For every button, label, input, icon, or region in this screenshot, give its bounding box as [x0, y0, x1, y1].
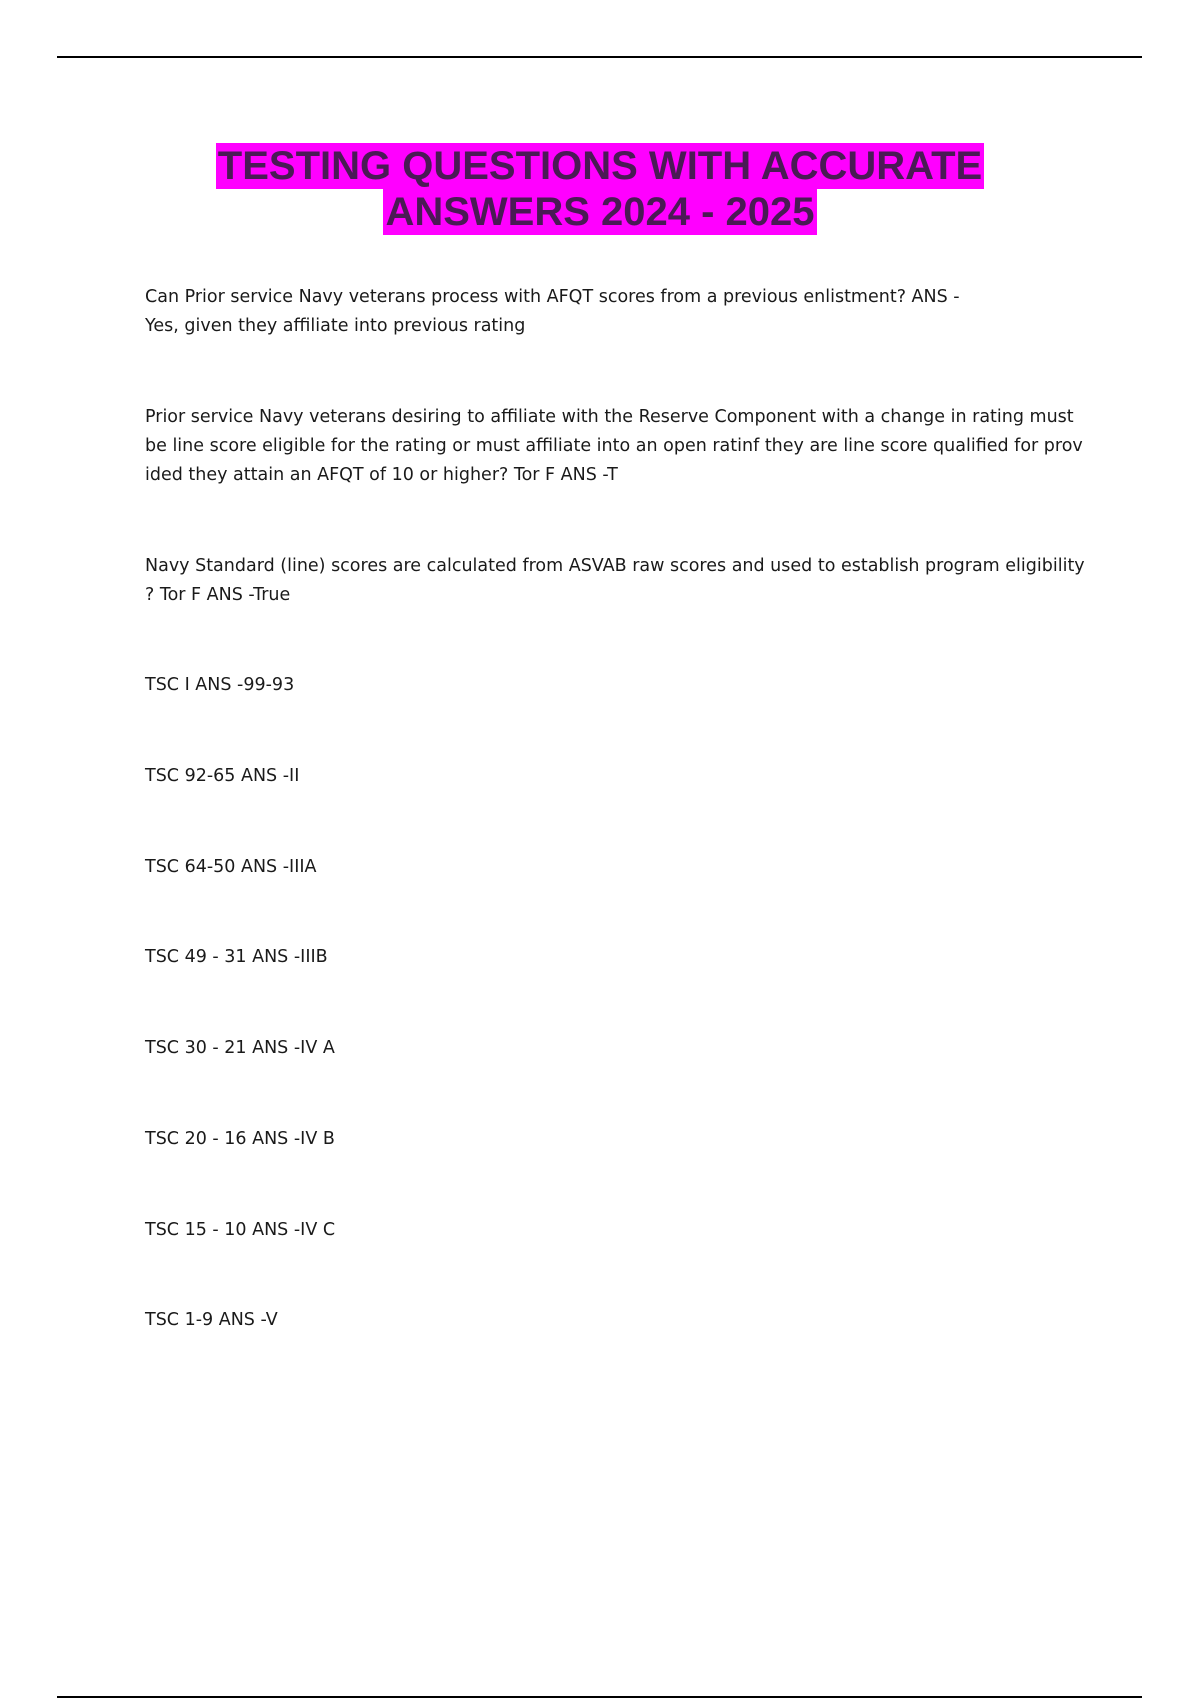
- qa-item: TSC 92-65 ANS -II: [145, 766, 300, 786]
- footer-rule: [57, 1696, 1142, 1698]
- page-title-line-1: TESTING QUESTIONS WITH ACCURATE: [217, 144, 983, 188]
- qa-item: TSC 49 - 31 ANS -IIIB: [145, 947, 328, 967]
- qa-item: TSC 30 - 21 ANS -IV A: [145, 1038, 335, 1058]
- qa-item: TSC 64-50 ANS -IIIA: [145, 857, 317, 877]
- qa-item: Can Prior service Navy veterans process with AFQT scores from a previous enlistment? ANS - Yes, given they affiliate into previous rating: [145, 287, 960, 336]
- page-title: [0, 143, 1200, 235]
- qa-item: Prior service Navy veterans desiring to affiliate with the Reserve Component with a change in rating must be line score eligible for the rating or must affiliate into an open ratinf they are line score qualified for prov ided they attain an AFQT of 10 or higher? Tor F ANS -T: [145, 407, 1083, 485]
- qa-item: TSC I ANS -99-93: [145, 675, 295, 695]
- qa-item: TSC 20 - 16 ANS -IV B: [145, 1129, 335, 1149]
- qa-item: Navy Standard (line) scores are calculated from ASVAB raw scores and used to establish program eligibility ? Tor F ANS -True: [145, 556, 1085, 605]
- header-rule: [57, 56, 1142, 58]
- page-title-line-2: ANSWERS 2024 - 2025: [385, 190, 815, 234]
- qa-item: TSC 15 - 10 ANS -IV C: [145, 1220, 336, 1240]
- qa-item: TSC 1-9 ANS -V: [145, 1310, 278, 1330]
